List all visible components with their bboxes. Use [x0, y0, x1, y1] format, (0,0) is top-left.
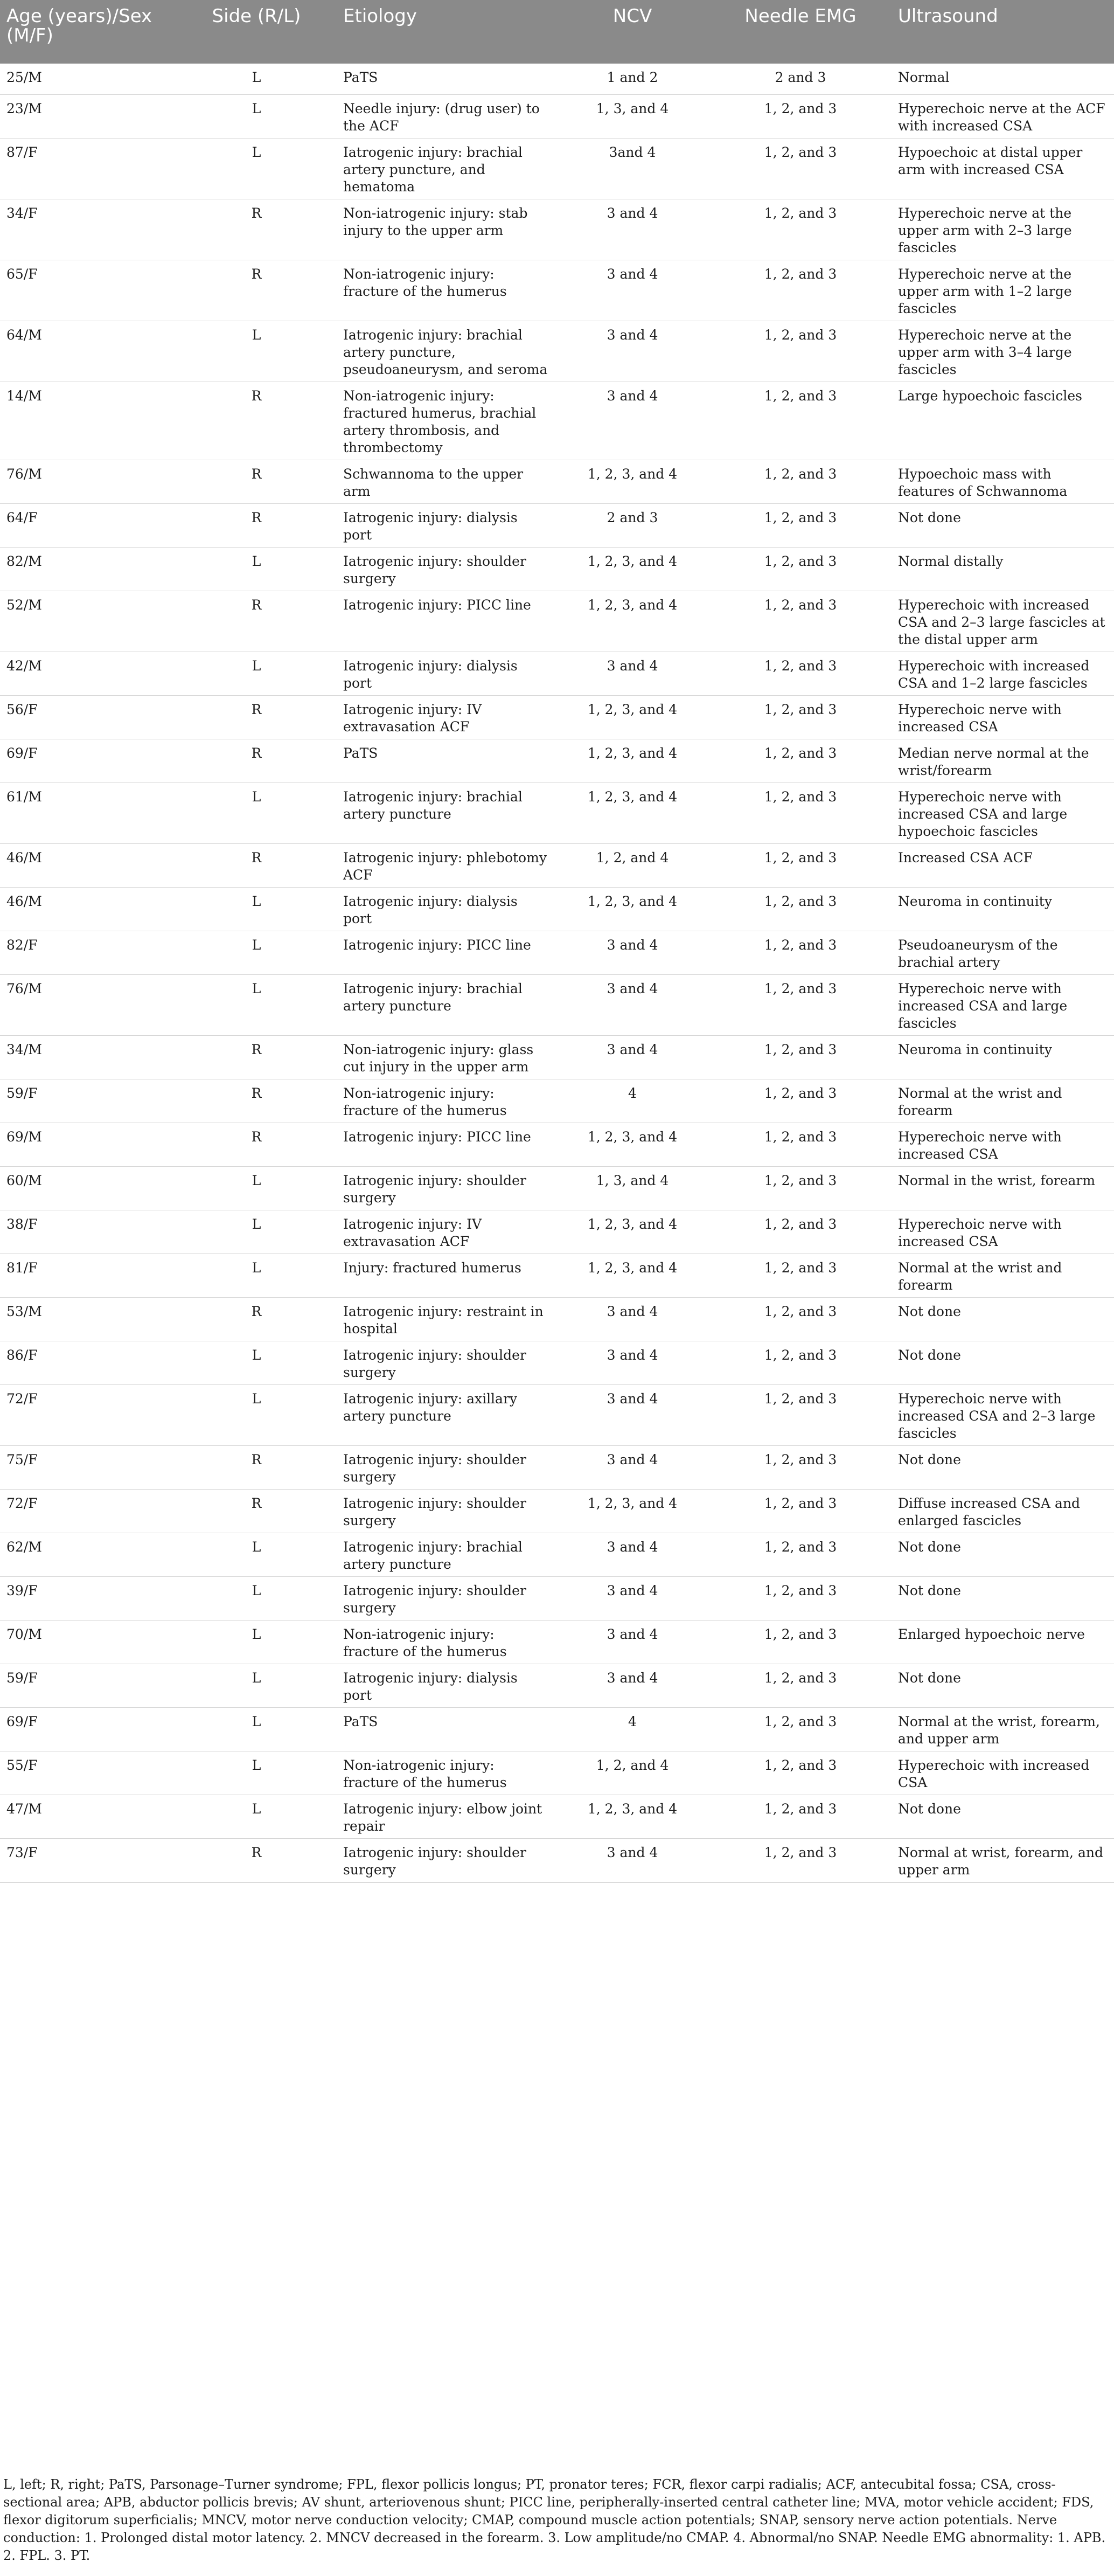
cell-ultrasound: Not done — [892, 1297, 1114, 1341]
cell-needle-emg: 1, 2, and 3 — [709, 1489, 892, 1533]
cell-needle-emg: 1, 2, and 3 — [709, 1123, 892, 1166]
cell-side: L — [176, 1384, 337, 1445]
cell-needle-emg: 1, 2, and 3 — [709, 199, 892, 260]
cell-needle-emg: 1, 2, and 3 — [709, 503, 892, 547]
cell-etiology: Iatrogenic injury: shoulder surgery — [337, 547, 555, 591]
table-row — [0, 591, 1114, 652]
cell-side: R — [176, 591, 337, 652]
cell-ncv: 3 and 4 — [555, 321, 709, 382]
cell-ncv: 1 and 2 — [555, 64, 709, 94]
cell-needle-emg: 1, 2, and 3 — [709, 1664, 892, 1707]
cell-needle-emg: 1, 2, and 3 — [709, 1620, 892, 1664]
cell-age-sex: 64/F — [0, 503, 176, 547]
cell-ultrasound: Hyperechoic nerve at the upper arm with 1–2 large fascicles — [892, 260, 1114, 321]
cell-age-sex: 76/M — [0, 974, 176, 1035]
cell-side: L — [176, 1533, 337, 1576]
cell-ncv: 1, 2, 3, and 4 — [555, 887, 709, 931]
cell-side: R — [176, 503, 337, 547]
cell-ultrasound: Neuroma in continuity — [892, 1035, 1114, 1079]
cell-etiology: Iatrogenic injury: dialysis port — [337, 887, 555, 931]
cell-etiology: PaTS — [337, 739, 555, 783]
cell-etiology: PaTS — [337, 1707, 555, 1751]
cell-needle-emg: 1, 2, and 3 — [709, 1341, 892, 1384]
table-row — [0, 783, 1114, 843]
cell-side: L — [176, 1166, 337, 1210]
cell-etiology: Iatrogenic injury: shoulder surgery — [337, 1445, 555, 1489]
cell-side: R — [176, 1445, 337, 1489]
cell-ultrasound: Normal — [892, 64, 1114, 94]
cell-ncv: 3 and 4 — [555, 1341, 709, 1384]
cell-etiology: Non-iatrogenic injury: glass cut injury in the upper arm — [337, 1035, 555, 1079]
cell-needle-emg: 1, 2, and 3 — [709, 1297, 892, 1341]
cell-etiology: Injury: fractured humerus — [337, 1254, 555, 1297]
cell-ncv: 1, 2, 3, and 4 — [555, 783, 709, 843]
cell-age-sex: 70/M — [0, 1620, 176, 1664]
cell-needle-emg: 1, 2, and 3 — [709, 1035, 892, 1079]
cell-etiology: Iatrogenic injury: restraint in hospital — [337, 1297, 555, 1341]
cell-age-sex: 46/M — [0, 887, 176, 931]
cell-etiology: Iatrogenic injury: phlebotomy ACF — [337, 843, 555, 887]
cell-needle-emg: 1, 2, and 3 — [709, 1533, 892, 1576]
cell-ultrasound: Hyperechoic nerve at the upper arm with 3–4 large fascicles — [892, 321, 1114, 382]
cell-ultrasound: Not done — [892, 1795, 1114, 1838]
cell-side: L — [176, 887, 337, 931]
cell-ncv: 3 and 4 — [555, 1576, 709, 1620]
cell-needle-emg: 1, 2, and 3 — [709, 887, 892, 931]
cell-age-sex: 55/F — [0, 1751, 176, 1795]
cell-needle-emg: 1, 2, and 3 — [709, 94, 892, 138]
cell-needle-emg: 2 and 3 — [709, 64, 892, 94]
cell-etiology: Iatrogenic injury: shoulder surgery — [337, 1166, 555, 1210]
cell-side: R — [176, 1035, 337, 1079]
table-row — [0, 1035, 1114, 1079]
cell-ncv: 1, 2, 3, and 4 — [555, 547, 709, 591]
cell-ultrasound: Pseudoaneurysm of the brachial artery — [892, 931, 1114, 974]
table-row — [0, 1620, 1114, 1664]
cell-side: R — [176, 1297, 337, 1341]
cell-etiology: Iatrogenic injury: brachial artery puncture — [337, 783, 555, 843]
cell-etiology: PaTS — [337, 64, 555, 94]
cell-age-sex: 87/F — [0, 138, 176, 199]
cell-side: L — [176, 931, 337, 974]
table-row — [0, 1489, 1114, 1533]
cell-needle-emg: 1, 2, and 3 — [709, 783, 892, 843]
cell-ncv: 4 — [555, 1079, 709, 1123]
cell-ultrasound: Normal distally — [892, 547, 1114, 591]
table-row — [0, 739, 1114, 783]
cell-ultrasound: Hyperechoic nerve with increased CSA and large fascicles — [892, 974, 1114, 1035]
cell-ultrasound: Neuroma in continuity — [892, 887, 1114, 931]
header-ncv: NCV — [555, 0, 709, 64]
cell-ncv: 3 and 4 — [555, 1384, 709, 1445]
cell-etiology: Needle injury: (drug user) to the ACF — [337, 94, 555, 138]
cell-needle-emg: 1, 2, and 3 — [709, 1210, 892, 1254]
cell-side: L — [176, 321, 337, 382]
cell-side: L — [176, 1707, 337, 1751]
cell-age-sex: 25/M — [0, 64, 176, 94]
cell-ncv: 1, 2, 3, and 4 — [555, 1795, 709, 1838]
cell-side: R — [176, 843, 337, 887]
cell-age-sex: 72/F — [0, 1489, 176, 1533]
cell-ultrasound: Not done — [892, 1576, 1114, 1620]
cell-ncv: 3 and 4 — [555, 382, 709, 460]
cell-age-sex: 81/F — [0, 1254, 176, 1297]
table-row — [0, 260, 1114, 321]
cell-age-sex: 72/F — [0, 1384, 176, 1445]
cell-needle-emg: 1, 2, and 3 — [709, 1166, 892, 1210]
header-ultrasound: Ultrasound — [892, 0, 1114, 64]
cell-needle-emg: 1, 2, and 3 — [709, 1838, 892, 1882]
cell-ultrasound: Not done — [892, 503, 1114, 547]
cell-etiology: Iatrogenic injury: brachial artery puncture, and hematoma — [337, 138, 555, 199]
cell-age-sex: 69/M — [0, 1123, 176, 1166]
cell-side: L — [176, 1620, 337, 1664]
table-row — [0, 652, 1114, 695]
cell-age-sex: 82/M — [0, 547, 176, 591]
cell-side: R — [176, 260, 337, 321]
cell-needle-emg: 1, 2, and 3 — [709, 547, 892, 591]
cell-ultrasound: Hyperechoic nerve with increased CSA — [892, 1123, 1114, 1166]
cell-ncv: 3 and 4 — [555, 1620, 709, 1664]
cell-ultrasound: Hyperechoic nerve with increased CSA and large hypoechoic fascicles — [892, 783, 1114, 843]
cell-etiology: Iatrogenic injury: dialysis port — [337, 652, 555, 695]
table-row — [0, 199, 1114, 260]
cell-etiology: Non-iatrogenic injury: fracture of the humerus — [337, 1079, 555, 1123]
cell-etiology: Iatrogenic injury: elbow joint repair — [337, 1795, 555, 1838]
cell-side: L — [176, 1341, 337, 1384]
cell-ncv: 1, 2, 3, and 4 — [555, 591, 709, 652]
cell-age-sex: 61/M — [0, 783, 176, 843]
header-etiology: Etiology — [337, 0, 555, 64]
table-row — [0, 1123, 1114, 1166]
cell-ncv: 3 and 4 — [555, 1035, 709, 1079]
table-row — [0, 503, 1114, 547]
table-row — [0, 1210, 1114, 1254]
cell-ncv: 1, 2, 3, and 4 — [555, 460, 709, 503]
cell-side: L — [176, 138, 337, 199]
table-row — [0, 1079, 1114, 1123]
cell-ncv: 1, 2, 3, and 4 — [555, 1254, 709, 1297]
cell-etiology: Iatrogenic injury: shoulder surgery — [337, 1341, 555, 1384]
cell-side: R — [176, 1838, 337, 1882]
cell-ultrasound: Hypoechoic mass with features of Schwannoma — [892, 460, 1114, 503]
cell-etiology: Iatrogenic injury: axillary artery puncture — [337, 1384, 555, 1445]
cell-age-sex: 46/M — [0, 843, 176, 887]
cell-etiology: Non-iatrogenic injury: fracture of the humerus — [337, 1751, 555, 1795]
table-row — [0, 1664, 1114, 1707]
cell-ncv: 3 and 4 — [555, 1664, 709, 1707]
cell-ultrasound: Hyperechoic nerve with increased CSA and 2–3 large fascicles — [892, 1384, 1114, 1445]
cell-age-sex: 82/F — [0, 931, 176, 974]
table-row — [0, 843, 1114, 887]
cell-etiology: Iatrogenic injury: brachial artery puncture — [337, 974, 555, 1035]
cell-age-sex: 69/F — [0, 739, 176, 783]
cell-needle-emg: 1, 2, and 3 — [709, 1576, 892, 1620]
cell-needle-emg: 1, 2, and 3 — [709, 321, 892, 382]
cell-age-sex: 86/F — [0, 1341, 176, 1384]
cell-age-sex: 60/M — [0, 1166, 176, 1210]
cell-ncv: 2 and 3 — [555, 503, 709, 547]
cell-etiology: Iatrogenic injury: PICC line — [337, 1123, 555, 1166]
cell-age-sex: 75/F — [0, 1445, 176, 1489]
cell-ultrasound: Normal at wrist, forearm, and upper arm — [892, 1838, 1114, 1882]
table-row — [0, 695, 1114, 739]
cell-ultrasound: Normal in the wrist, forearm — [892, 1166, 1114, 1210]
cell-age-sex: 59/F — [0, 1664, 176, 1707]
cell-side: L — [176, 974, 337, 1035]
cell-needle-emg: 1, 2, and 3 — [709, 260, 892, 321]
cell-side: R — [176, 1123, 337, 1166]
cell-etiology: Iatrogenic injury: PICC line — [337, 591, 555, 652]
cell-ncv: 3and 4 — [555, 138, 709, 199]
table-row — [0, 1576, 1114, 1620]
table-row — [0, 94, 1114, 138]
cell-needle-emg: 1, 2, and 3 — [709, 460, 892, 503]
cell-needle-emg: 1, 2, and 3 — [709, 138, 892, 199]
cell-ultrasound: Not done — [892, 1664, 1114, 1707]
table-row — [0, 1795, 1114, 1838]
cell-ncv: 3 and 4 — [555, 931, 709, 974]
cell-ultrasound: Large hypoechoic fascicles — [892, 382, 1114, 460]
cell-ultrasound: Increased CSA ACF — [892, 843, 1114, 887]
cell-etiology: Non-iatrogenic injury: fracture of the humerus — [337, 1620, 555, 1664]
cell-side: L — [176, 1664, 337, 1707]
cell-ncv: 1, 2, 3, and 4 — [555, 1210, 709, 1254]
table-row — [0, 887, 1114, 931]
table-row — [0, 382, 1114, 460]
cell-age-sex: 47/M — [0, 1795, 176, 1838]
table-row — [0, 321, 1114, 382]
cell-age-sex: 64/M — [0, 321, 176, 382]
cell-age-sex: 39/F — [0, 1576, 176, 1620]
cell-ncv: 1, 2, 3, and 4 — [555, 695, 709, 739]
cell-ultrasound: Not done — [892, 1533, 1114, 1576]
cell-age-sex: 53/M — [0, 1297, 176, 1341]
table-row — [0, 1341, 1114, 1384]
cell-ultrasound: Hyperechoic nerve with increased CSA — [892, 695, 1114, 739]
cell-side: R — [176, 199, 337, 260]
cell-needle-emg: 1, 2, and 3 — [709, 974, 892, 1035]
cell-age-sex: 14/M — [0, 382, 176, 460]
table-row — [0, 1533, 1114, 1576]
header-age-sex: Age (years)/Sex (M/F) — [0, 0, 176, 64]
cell-etiology: Iatrogenic injury: PICC line — [337, 931, 555, 974]
cell-ncv: 3 and 4 — [555, 974, 709, 1035]
header-row — [0, 0, 1114, 64]
cell-ncv: 1, 2, and 4 — [555, 843, 709, 887]
table-row — [0, 138, 1114, 199]
cell-needle-emg: 1, 2, and 3 — [709, 1445, 892, 1489]
cell-side: L — [176, 547, 337, 591]
cell-age-sex: 69/F — [0, 1707, 176, 1751]
table-row — [0, 974, 1114, 1035]
cell-ultrasound: Hypoechoic at distal upper arm with increased CSA — [892, 138, 1114, 199]
cell-needle-emg: 1, 2, and 3 — [709, 1751, 892, 1795]
cell-needle-emg: 1, 2, and 3 — [709, 739, 892, 783]
cell-needle-emg: 1, 2, and 3 — [709, 591, 892, 652]
cell-etiology: Iatrogenic injury: shoulder surgery — [337, 1838, 555, 1882]
cell-side: L — [176, 652, 337, 695]
cell-age-sex: 62/M — [0, 1533, 176, 1576]
table-row — [0, 1254, 1114, 1297]
cell-ncv: 4 — [555, 1707, 709, 1751]
cell-etiology: Iatrogenic injury: dialysis port — [337, 503, 555, 547]
cell-ncv: 1, 3, and 4 — [555, 1166, 709, 1210]
cell-needle-emg: 1, 2, and 3 — [709, 382, 892, 460]
table-row — [0, 547, 1114, 591]
table-row — [0, 1838, 1114, 1882]
table-header — [0, 0, 1114, 64]
cell-etiology: Iatrogenic injury: IV extravasation ACF — [337, 1210, 555, 1254]
cell-ultrasound: Hyperechoic nerve at the upper arm with 2–3 large fascicles — [892, 199, 1114, 260]
cell-needle-emg: 1, 2, and 3 — [709, 1254, 892, 1297]
cell-ultrasound: Median nerve normal at the wrist/forearm — [892, 739, 1114, 783]
cell-etiology: Iatrogenic injury: shoulder surgery — [337, 1576, 555, 1620]
cell-etiology: Iatrogenic injury: shoulder surgery — [337, 1489, 555, 1533]
cell-side: R — [176, 460, 337, 503]
cell-age-sex: 65/F — [0, 260, 176, 321]
cell-ultrasound: Hyperechoic with increased CSA — [892, 1751, 1114, 1795]
cell-etiology: Non-iatrogenic injury: fractured humerus, brachial artery thrombosis, and thrombectomy — [337, 382, 555, 460]
cell-age-sex: 42/M — [0, 652, 176, 695]
cell-side: R — [176, 695, 337, 739]
header-needle-emg: Needle EMG — [709, 0, 892, 64]
table-body — [0, 64, 1114, 1882]
cell-ultrasound: Hyperechoic with increased CSA and 2–3 large fascicles at the distal upper arm — [892, 591, 1114, 652]
cell-side: R — [176, 739, 337, 783]
cell-ncv: 3 and 4 — [555, 1838, 709, 1882]
cell-ultrasound: Enlarged hypoechoic nerve — [892, 1620, 1114, 1664]
cell-side: L — [176, 64, 337, 94]
cell-side: R — [176, 1079, 337, 1123]
cell-ultrasound: Normal at the wrist, forearm, and upper arm — [892, 1707, 1114, 1751]
cell-ncv: 3 and 4 — [555, 199, 709, 260]
cell-ncv: 1, 2, 3, and 4 — [555, 739, 709, 783]
cell-ncv: 3 and 4 — [555, 1297, 709, 1341]
cell-age-sex: 56/F — [0, 695, 176, 739]
table-row — [0, 1707, 1114, 1751]
cell-etiology: Iatrogenic injury: IV extravasation ACF — [337, 695, 555, 739]
table-row — [0, 1445, 1114, 1489]
cell-age-sex: 59/F — [0, 1079, 176, 1123]
cell-side: R — [176, 1489, 337, 1533]
cell-ncv: 3 and 4 — [555, 652, 709, 695]
cell-side: L — [176, 1751, 337, 1795]
cell-etiology: Non-iatrogenic injury: fracture of the humerus — [337, 260, 555, 321]
table-row — [0, 1166, 1114, 1210]
cell-needle-emg: 1, 2, and 3 — [709, 931, 892, 974]
cell-ultrasound: Not done — [892, 1445, 1114, 1489]
cell-ultrasound: Normal at the wrist and forearm — [892, 1254, 1114, 1297]
cell-ultrasound: Normal at the wrist and forearm — [892, 1079, 1114, 1123]
cell-etiology: Schwannoma to the upper arm — [337, 460, 555, 503]
cell-age-sex: 38/F — [0, 1210, 176, 1254]
cell-ncv: 1, 2, and 4 — [555, 1751, 709, 1795]
table-row — [0, 1751, 1114, 1795]
cell-ultrasound: Hyperechoic nerve at the ACF with increased CSA — [892, 94, 1114, 138]
cell-side: L — [176, 783, 337, 843]
header-side: Side (R/L) — [176, 0, 337, 64]
cell-side: L — [176, 1795, 337, 1838]
cell-needle-emg: 1, 2, and 3 — [709, 1384, 892, 1445]
cell-age-sex: 73/F — [0, 1838, 176, 1882]
cell-age-sex: 52/M — [0, 591, 176, 652]
cell-age-sex: 76/M — [0, 460, 176, 503]
cell-ultrasound: Diffuse increased CSA and enlarged fascicles — [892, 1489, 1114, 1533]
cell-needle-emg: 1, 2, and 3 — [709, 652, 892, 695]
cell-needle-emg: 1, 2, and 3 — [709, 1079, 892, 1123]
cell-ultrasound: Hyperechoic with increased CSA and 1–2 large fascicles — [892, 652, 1114, 695]
cell-etiology: Iatrogenic injury: brachial artery puncture — [337, 1533, 555, 1576]
table-row — [0, 1297, 1114, 1341]
cell-side: L — [176, 1254, 337, 1297]
cell-age-sex: 23/M — [0, 94, 176, 138]
cell-age-sex: 34/M — [0, 1035, 176, 1079]
table-footnote: L, left; R, right; PaTS, Parsonage–Turner syndrome; FPL, flexor pollicis longus; PT, pronator teres; FCR, flexor carpi radialis; ACF, antecubital fossa; CSA, cross-sectional area; APB, abductor pollicis brevis; AV shunt, arteriovenous shunt; PICC line, peripherally-inserted central catheter line; MVA, motor vehicle accident; FDS, flexor digitorum superficialis; MNCV, motor nerve conduction velocity; CMAP, compound muscle action potentials; SNAP, sensory nerve action potentials. Nerve conduction: 1. Prolonged distal motor latency. 2. MNCV decreased in the forearm. 3. Low amplitude/no CMAP. 4. Abnormal/no SNAP. Needle EMG abnormality: 1. APB. 2. FPL. 3. PT. — [3, 2477, 1106, 2563]
table-row — [0, 931, 1114, 974]
cell-ncv: 1, 3, and 4 — [555, 94, 709, 138]
cell-needle-emg: 1, 2, and 3 — [709, 695, 892, 739]
cell-ncv: 3 and 4 — [555, 1445, 709, 1489]
cell-etiology: Iatrogenic injury: dialysis port — [337, 1664, 555, 1707]
cell-needle-emg: 1, 2, and 3 — [709, 1707, 892, 1751]
cell-side: L — [176, 94, 337, 138]
cell-needle-emg: 1, 2, and 3 — [709, 843, 892, 887]
cell-etiology: Non-iatrogenic injury: stab injury to the upper arm — [337, 199, 555, 260]
cell-ncv: 1, 2, 3, and 4 — [555, 1123, 709, 1166]
cell-ncv: 3 and 4 — [555, 260, 709, 321]
cell-needle-emg: 1, 2, and 3 — [709, 1795, 892, 1838]
cell-ultrasound: Not done — [892, 1341, 1114, 1384]
cell-ncv: 1, 2, 3, and 4 — [555, 1489, 709, 1533]
cell-side: R — [176, 382, 337, 460]
table-row — [0, 1384, 1114, 1445]
cell-age-sex: 34/F — [0, 199, 176, 260]
cell-ncv: 3 and 4 — [555, 1533, 709, 1576]
cell-etiology: Iatrogenic injury: brachial artery puncture, pseudoaneurysm, and seroma — [337, 321, 555, 382]
cell-ultrasound: Hyperechoic nerve with increased CSA — [892, 1210, 1114, 1254]
cell-side: L — [176, 1210, 337, 1254]
table-row — [0, 64, 1114, 94]
table-row — [0, 460, 1114, 503]
cell-side: L — [176, 1576, 337, 1620]
